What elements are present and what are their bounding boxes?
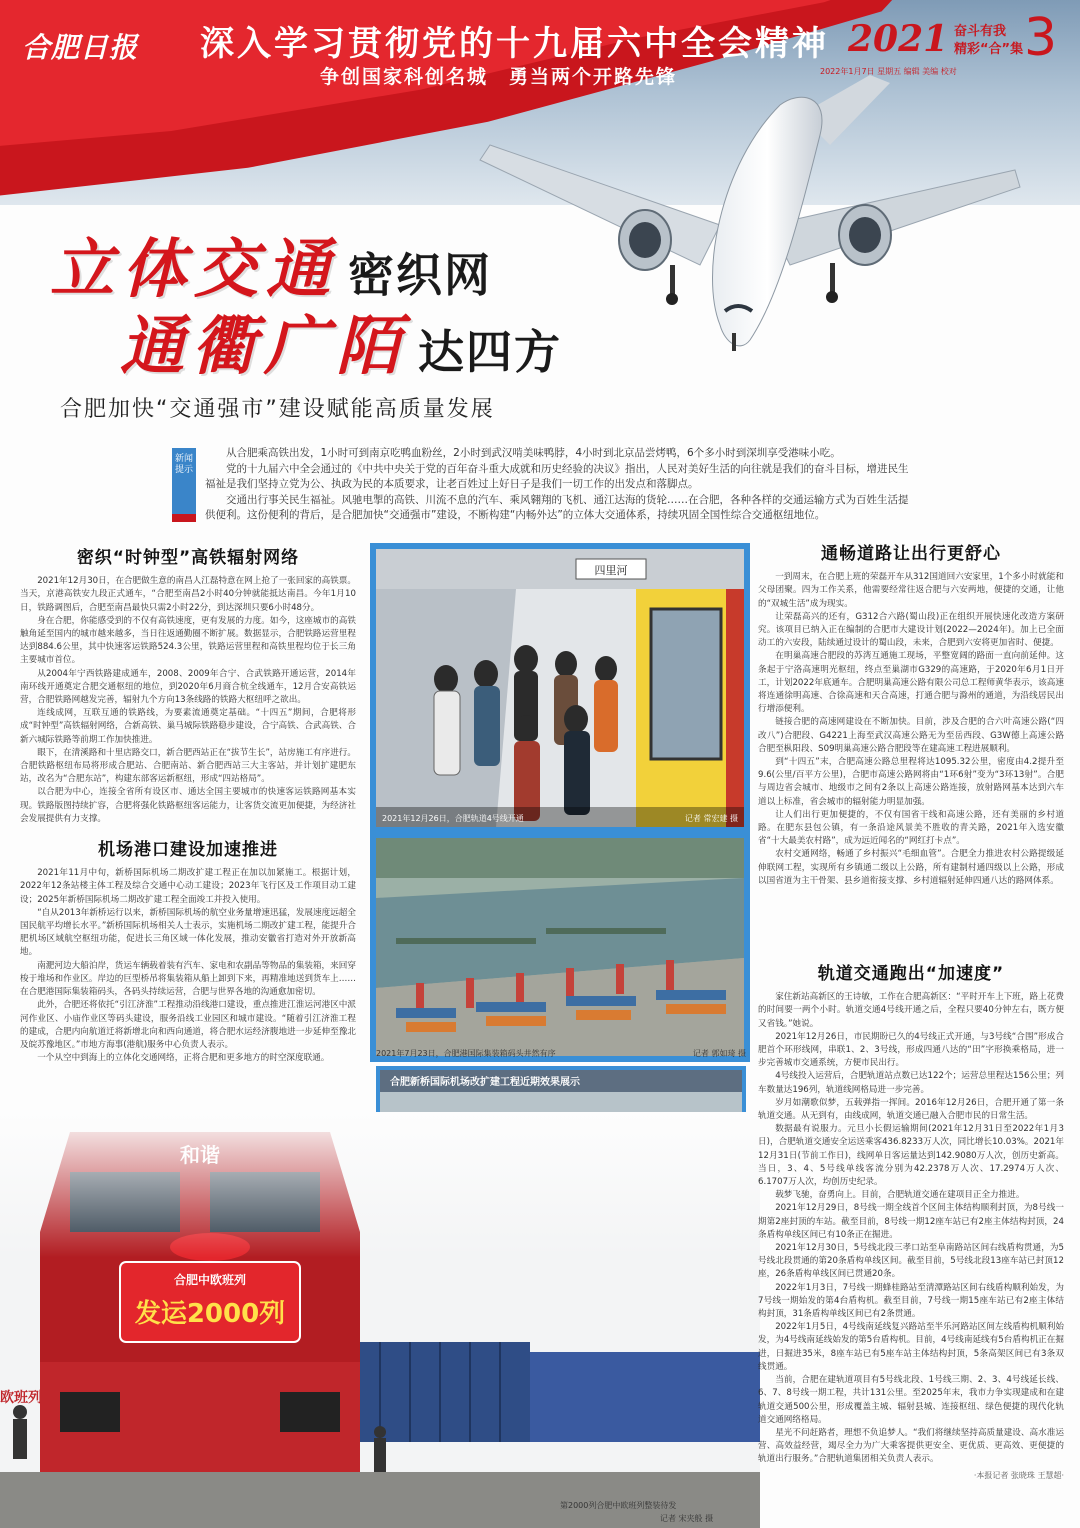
photo-metro-platform — [370, 543, 750, 833]
photo-caption-port: 2021年7月23日，合肥港国际集装箱码头井然有序 — [376, 1049, 556, 1058]
left-column — [20, 548, 356, 1065]
page-number: 3 — [1024, 8, 1058, 68]
section-title-metro: 轨道交通跑出“加速度” — [817, 964, 1005, 984]
article-paragraph: 在明巢高速合肥段的苏湾互通施工现场，平整宽阔的路面一直向前延伸。这条起于宁洛高速明光枢纽，终点至巢湖市G329的高速路，于2020年6月1日开工，计划2022年底通车。合肥明巢高速公路有限公司总工程师黄华表示，该高速将连通徐明高速、合徐高速和天合高速，打通合肥与滁州的通道，为沿线居民出行增添便利。 — [758, 651, 1064, 715]
article-paragraph: 2022年1月5日，4号线南延线复兴路站至半乐河路站区间左线盾构机顺利始发，为4号线南延线始发的第5台盾构机。目前，4号线南延线有5台盾构机正在掘进，日掘进35米，8座车站已有5座车站主体结构封顶，5条高架区间已有3条双线贯通。 — [758, 1322, 1064, 1372]
photo-credit-metro: 记者 常宏建 摄 — [684, 814, 738, 823]
photo-metro-inner — [376, 549, 744, 827]
article-paragraph: 让人们出行更加便捷的，不仅有国省干线和高速公路，还有美丽的乡村道路。在肥东县包公镇，有一条沿途风景美不胜收的青关路，2021年入选安徽省“十大最美农村路”，成为远近闻名的“网红打卡点”。 — [758, 809, 1064, 847]
photo-container-port — [370, 832, 750, 1062]
metro-platform-illustration — [376, 549, 744, 827]
right-column-roads — [758, 544, 1064, 888]
article-paragraph: 连线成网，互联互通的铁路线，为要素流通奠定基础。“十四五”期间，合肥将形成“时钟型”高铁辐射网络，合新高铁、巢马城际铁路稳步建设，合宁高铁、合武高铁、合新六城际铁路等前期工作加快推进。 — [20, 708, 356, 745]
photo-credit-port: 记者 郭如琦 摄 — [692, 1049, 746, 1058]
article-paragraph: 农村交通网络，畅通了乡村振兴“毛细血管”。合肥全力推进农村公路提级延伸联网工程，实现所有乡镇通二级以上公路，所有建制村通四级以上公路，形成以国省道为主干骨架、县乡道衔接支撑、乡村道辐射延伸四通八达的路网体系。 — [758, 849, 1064, 886]
headline-black-2: 达四方 — [418, 325, 562, 379]
article-paragraph: 4号线投入运营后，合肥轨道站点数已达122个；运营总里程达156公里；列车数量达196列，轨道线网格局进一步完善。 — [758, 1071, 1064, 1095]
right-column-metro — [758, 964, 1064, 1482]
series-label-2: 精彩“合”集 — [954, 42, 1024, 57]
article-byline: ·本报记者 张晓珠 王慧超· — [973, 1470, 1064, 1480]
photo-title-airport: 合肥新桥国际机场改扩建工程近期效果展示 — [390, 1077, 580, 1088]
lead-paragraph: 党的十九届六中全会通过的《中共中央关于党的百年奋斗重大成就和历史经验的决议》指出，人民对美好生活的向往就是我们的奋斗目标，增进民生福祉是我们坚持立党为公、执政为民的本质要求，让老百姓过上好日子是我们一切工作的出发点和落脚点。 — [205, 462, 909, 490]
article-paragraph: 2021年12月30日，在合肥做生意的南昌人江磊特意在网上抢了一张回家的高铁票。当天，京港高铁安九段正式通车，“合肥至南昌2小时40分钟就能抵达南昌。今年1月10日，铁路调图后，合肥至南昌最快只需2小时22分，到达深圳只要6小时48分。 — [20, 576, 356, 613]
article-paragraph: 2021年11月中旬，新桥国际机场二期改扩建工程正在加以加紧施工。根据计划，2022年12条站楼主体工程及综合交通中心动工建设；2023年飞行区及工作项目动工建设；2025年新桥国际机场二期改扩建工程全面竣工并投入使用。 — [20, 868, 356, 905]
series-year: 2021 — [848, 18, 949, 60]
photo-credit-train: 记者 宋夹般 摄 — [660, 1514, 714, 1523]
section-title-roads: 通畅道路让出行更舒心 — [821, 544, 1001, 564]
news-tip-tag: 新闻提示 — [172, 448, 196, 514]
photo-caption-train: 第2000列合肥中欧班列整装待发 — [560, 1501, 677, 1510]
article-paragraph: 从2004年宁西铁路建成通车，2008、2009年合宁、合武铁路开通运营，2014年南环线开通奠定合肥交通枢纽的地位，到2020年6月商合杭全线通车，12月合安高铁运营，合肥铁路网越发完善，辐射九个方向13条线路的铁路大枢纽呼之欲出。 — [20, 668, 356, 706]
theme-subtitle: 争创国家科创名城 勇当两个开路先锋 — [320, 66, 678, 88]
article-paragraph: “自从2013年新桥运行以来，新桥国际机场的航空业务量增速迅猛，发展速度远超全国民航平均增长水平。”新桥国际机场相关人士表示，实施机场二期改扩建工程，能提升合肥机场区域航空枢纽功能，促进长三角区域一体化发展，推动安徽省打造对外开放新高地。 — [20, 907, 356, 958]
article-paragraph: 南淝河边大船泊岸，货运车辆载着装有汽车、家电和农副品等物品的集装箱，来回穿梭于堆场和作业区。岸边的巨型桥吊将集装箱从船上卸到下来，再精准地送到货车上……在合肥港国际集装箱码头，各码头持续运营，合肥与世界各地的沟通愈加密切。 — [20, 960, 356, 998]
section-title-airport: 机场港口建设加速推进 — [98, 840, 278, 861]
article-paragraph: 2021年12月29日，8号线一期全线首个区间主体结构顺利封顶，为8号线一期第2座封顶的车站。截至目前，8号线一期12座车站已有2座主体结构封顶，24条盾构单线区间已有10条正在掘进。 — [758, 1203, 1064, 1240]
lead-paragraphs — [205, 446, 915, 524]
section-title-rail: 密织“时钟型”高铁辐射网络 — [76, 548, 300, 568]
article-paragraph: 身在合肥，你能感受到的不仅有高铁速度，更有发展的力度。如今，这座城市的高铁触角延至国内的城市越来越多，当日往返通勤圈不断扩展。数据显示，合肥铁路运营里程达到884.6公里，其中快速客运铁路524.3公里，铁路运营里程和高铁里程均位于长三角主要城市首位。 — [20, 615, 356, 666]
dateline: 2022年1月7日 星期五 编辑 美编 校对 — [820, 67, 957, 76]
headline-red-2: 通衢广陌 — [120, 309, 408, 384]
lead-paragraph: 交通出行事关民生福祉。风驰电掣的高铁、川流不息的汽车、乘风翱翔的飞机、通江达海的货轮……在合肥，各种各样的交通运输方式为百姓生活提供便利。这份便利的背后，是合肥加快“交通强市”建设，不断构建“内畅外达”的立体大交通体系，持续巩固全国性综合交通枢纽地位。 — [205, 493, 909, 521]
photo-port-inner — [376, 838, 744, 1056]
article-paragraph: 到“十四五”末，合肥高速公路总里程将达1095.32公里，密度由4.2提升至9.6(公里/百平方公里)，合肥市高速公路网将由“1环6射”变为“3环13射”。合肥与周边省会城市、地级市之间有2条以上高速公路连接，放射路网基本达到六车道以上标准，省会城市的辐射能力明显加强。 — [758, 757, 1064, 807]
theme-title: 深入学习贯彻党的十九届六中全会精神 — [200, 24, 829, 64]
article-paragraph: 岁月如潮歌似梦，五载弹指一挥间。2016年12月26日，合肥开通了第一条轨道交通。从无到有，由线成网，轨道交通已融入合肥市民的日常生活。 — [758, 1097, 1064, 1122]
headline-line-2 — [120, 295, 562, 387]
article-paragraph: 链接合肥的高速网建设在不断加快。目前，涉及合肥的合六叶高速公路(“四改八”)合肥段、G4221上海至武汉高速公路无为至岳西段、G3W德上高速公路合肥至枞阳段、S09明巢高速公路合肥段等在建高速工程进展顺利。 — [758, 717, 1064, 754]
freight-train-illustration — [0, 1112, 760, 1528]
article-paragraph: 星光不问赶路者，理想不负追梦人。“我们将继续坚持高质量建设、高水准运营、高效益经营，竭尽全力为广大乘客提供更安全、更优质、更高效、更便捷的轨道出行服务。”合肥轨道集团相关负责人表示。 — [758, 1427, 1064, 1465]
photo-caption-metro: 2021年12月26日，合肥轨道4号线开通 — [382, 814, 524, 823]
article-paragraph: 此外，合肥还将依托“引江济淮”工程推动沿线港口建设，重点推进江淮运河港区中派河作业区、小庙作业区等码头建设，服务沿线工业园区和城市建设。“随着引江济淮工程的建成，合肥内向航道迁将新增北向和西向通道，将合肥水运经济腹地进一步延伸至豫北及皖苏豫地区。”市地方海事(港航)服务中心负责人表示。 — [20, 1000, 356, 1050]
article-paragraph: 当前，合肥在建轨道项目有5号线北段、1号线三期、2、3、4号线延长线、6、7、8号线一期工程，共计131公里。至2025年末，我市力争实现建成和在建轨道交通500公里，形成覆盖主城、辐射县城、连接枢纽、绿色便捷的现代化轨道交通网络格局。 — [758, 1375, 1064, 1425]
headline-subtitle: 合肥加快“交通强市”建设赋能高质量发展 — [60, 397, 495, 422]
headline-black-1: 密织网 — [348, 248, 492, 302]
article-paragraph: 家住新站高新区的王诗敏，工作在合肥高新区：“平时开车上下班，路上花费的时间要一两个小时。轨道交通4号线开通之后，全程只要40分钟左右，既方便又省钱。”她说。 — [758, 992, 1064, 1029]
station-sign: 四里河 — [594, 564, 628, 577]
article-paragraph: 2021年12月30日，5号线北段三孝口站至阜南路站区间右线盾构贯通，为5号线北段贯通的第20条盾构单线区间。截至目前，5号线北段13座车站已封顶12座，26条盾构单线区间已贯通20条。 — [758, 1243, 1064, 1280]
article-paragraph: 数据最有说服力。元旦小长假运输期间(2021年12月31日至2022年1月3日)，合肥轨道交通安全运送乘客436.8233万人次，同比增长10.03%。2021年12月31日(节前工作日)，线网单日客运量达到142.9080万人次，创历史新高。当日，3、4、5号线单线客流分别为42.2378万人次、17.2974万人次、6.1707万人次，均创历史纪录。 — [758, 1124, 1064, 1188]
container-port-illustration — [376, 838, 744, 1056]
series-label-1: 奋斗有我 — [954, 24, 1007, 39]
article-paragraph: 眼下，在清溪路和十里店路交口，新合肥西站正在“拔节生长”，站房施工有序进行。合肥铁路枢纽布局将形成合肥站、合肥南站、新合肥西站三大主客站，并计划扩建肥东站，改名为“合肥东站”，构建东部客运新枢纽，形成“四站格局”。 — [20, 747, 356, 785]
article-paragraph: 载梦飞驰，奋勇向上。目前，合肥轨道交通在建项目正全力推进。 — [775, 1190, 1025, 1201]
news-tip-bar — [172, 514, 196, 522]
headline-red-1: 立体交通 — [50, 232, 338, 307]
article-paragraph: 一到周末，在合肥上班的荣磊开车从312国道回六安家里，1个多小时就能和父母团聚。四为工作关系，他需要经常往返合肥与六安两地，便捷的交通，让他的“双城生活”成为现实。 — [758, 572, 1064, 609]
article-paragraph: 以合肥为中心，连接全省所有设区市、通达全国主要城市的快速客运铁路网基本实现。铁路版图持续扩容，合肥将强化铁路枢纽客运能力，让客货交流更加便捷，为经济社会发展提供有力支撑。 — [20, 787, 356, 824]
lead-paragraph: 从合肥乘高铁出发，1小时可到南京吃鸭血粉丝，2小时到武汉啃美味鸭脖，4小时到北京品尝烤鸭，6个多小时到深圳享受港味小吃。 — [226, 447, 841, 459]
photo-freight-train — [0, 1112, 760, 1528]
article-paragraph: 2021年12月26日，市民期盼已久的4号线正式开通，与3号线“合围”形成合肥首个环形线网，串联1、2、3号线，形成四通八达的“田”字形换乘格局，进一步完善城市交通系统，方便市民出行。 — [758, 1031, 1064, 1069]
article-paragraph: 2022年1月3日，7号线一期蜂桂路站至清潭路站区间右线盾构顺利始发，为7号线一期始发的第4台盾构机。截至目前，7号线一期15座车站已有2座主体结构封顶，31条盾构单线区间已有2条贯通。 — [758, 1282, 1064, 1320]
article-paragraph: 让荣磊高兴的还有，G312合六路(蜀山段)正在组织开展快速化改造方案研究。该项目已纳入正在编制的合肥市大建设计划(2022—2024年)。加上已全面动工的六安段，陆续通过设计的蜀山段，未来，合肥到六安将更加省时、便捷。 — [758, 611, 1064, 649]
newspaper-logo: 合肥日报 — [22, 31, 139, 64]
article-paragraph: 一个从空中到海上的立体化交通网络，正将合肥和更多地方的时空深度联通。 — [37, 1053, 330, 1064]
